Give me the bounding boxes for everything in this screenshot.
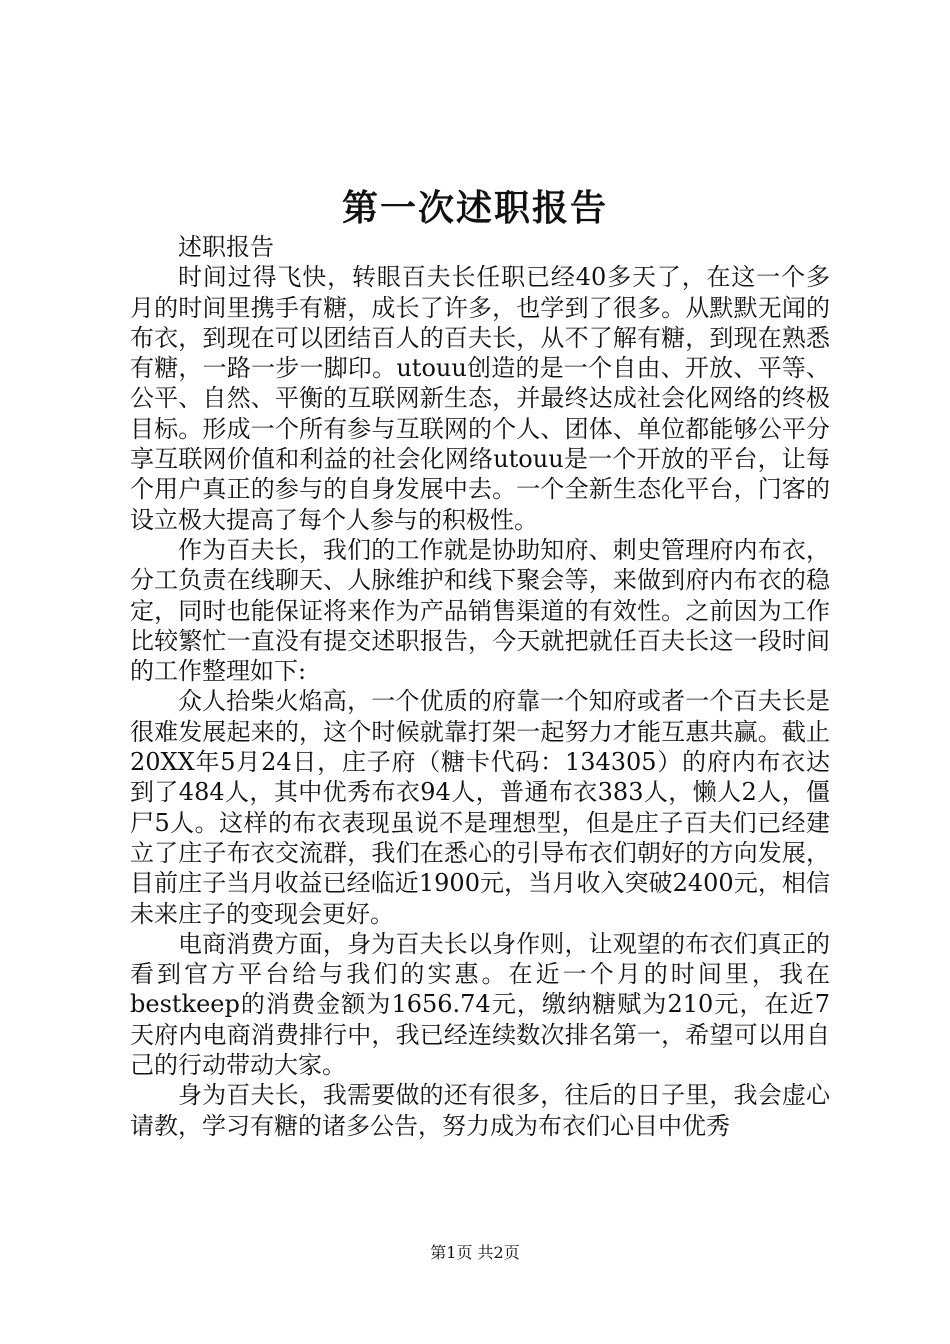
paragraph: 作为百夫长，我们的工作就是协助知府、刺史管理府内布衣，分工负责在线聊天、人脉维护和线下聚会等，来做到府内布衣的稳定，同时也能保证将来作为产品销售渠道的有效性。之前因为工作比较繁忙一直没有提交述职报告，今天就把就任百夫长这一段时间的工作整理如下: — [130, 535, 830, 686]
document-body — [130, 232, 830, 1141]
paragraph: 身为百夫长，我需要做的还有很多，往后的日子里，我会虚心请教，学习有糖的诸多公告，努力成为布衣们心目中优秀 — [130, 1081, 830, 1140]
paragraph: 时间过得飞快，转眼百夫长任职已经40多天了，在这一个多月的时间里携手有糖，成长了许多，也学到了很多。从默默无闻的布衣，到现在可以团结百人的百夫长，从不了解有糖，到现在熟悉有糖，一路一步一脚印。utouu创造的是一个自由、开放、平等、公平、自然、平衡的互联网新生态，并最终达成社会化网络的终极目标。形成一个所有参与互联网的个人、团体、单位都能够公平分享互联网价值和利益的社会化网络utouu是一个开放的平台，让每个用户真正的参与的自身发展中去。一个全新生态化平台，门客的设立极大提高了每个人参与的积极性。 — [130, 263, 830, 534]
paragraph: 电商消费方面，身为百夫长以身作则，让观望的布衣们真正的看到官方平台给与我们的实惠。在近一个月的时间里，我在bestkeep的消费金额为1656.74元，缴纳糖赋为210元，在近7天府内电商消费排行中，我已经连续数次排名第一，希望可以用自己的行动带动大家。 — [130, 929, 830, 1080]
page-footer: 第1页 共2页 — [430, 1243, 520, 1262]
paragraph: 述职报告 — [178, 233, 274, 261]
paragraph: 众人拾柴火焰高，一个优质的府靠一个知府或者一个百夫长是很难发展起来的，这个时候就靠打架一起努力才能互惠共赢。截止20XX年5月24日，庄子府（糖卡代码：134305）的府内布衣达到了484人，其中优秀布衣94人，普通布衣383人，懒人2人，僵尸5人。这样的布衣表现虽说不是理想型，但是庄子百夫们已经建立了庄子布衣交流群，我们在悉心的引导布衣们朝好的方向发展，目前庄子当月收益已经临近1900元，当月收入突破2400元，相信未来庄子的变现会更好。 — [130, 687, 830, 928]
document-title: 第一次述职报告 — [341, 187, 608, 229]
